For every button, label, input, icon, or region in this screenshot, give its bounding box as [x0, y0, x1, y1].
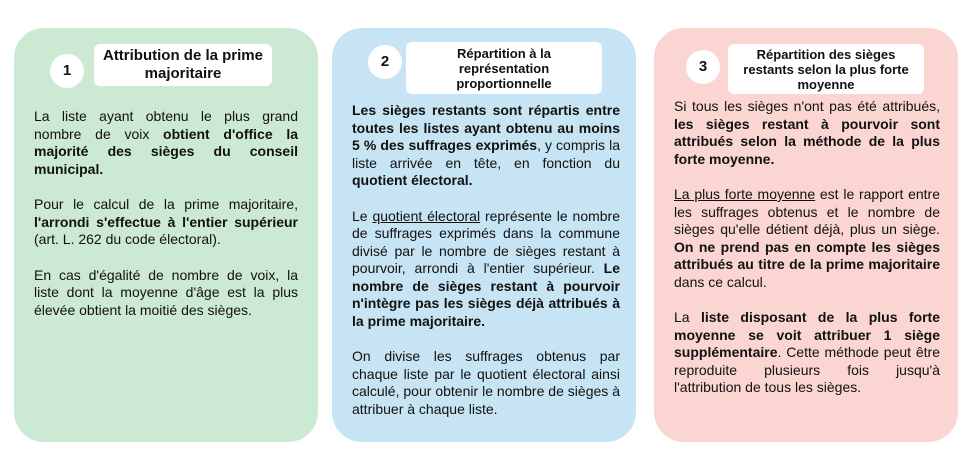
bold-text: liste disposant de la plus forte moyenne se voit attribuer 1 siège supplémentaire [674, 309, 941, 360]
step-title-line: Répartition à la [457, 45, 551, 61]
text-run: La [674, 309, 701, 325]
step-title-line: proportionnelle [456, 75, 552, 91]
step-paragraph [34, 108, 298, 178]
bold-text: On ne prend pas en compte les sièges attribués au titre de la prime majoritaire [674, 238, 940, 272]
step-title-line: restants selon la plus forte [743, 61, 909, 77]
bold-text: Le nombre de sièges restant à pourvoir n'intègre pas les sièges déjà attribués à la prime majoritaire. [352, 260, 620, 329]
text-run: En cas d'égalité de nombre de voix, la liste dont la moyenne d'âge est la plus élevée obtient la moitié des sièges. [34, 266, 298, 318]
underlined-term: La plus forte moyenne [674, 186, 816, 202]
bold-text: quotient électoral. [352, 172, 473, 188]
step-paragraph [352, 208, 620, 331]
step-paragraph [674, 309, 940, 397]
bold-text: l'arrondi s'effectue à l'entier supérieur [34, 213, 298, 230]
bold-text: les sièges restant à pourvoir sont attribués selon la méthode de la plus forte moyenne. [674, 115, 940, 167]
step-title [728, 44, 924, 94]
step-card-2 [332, 28, 636, 442]
underlined-term: quotient électoral [372, 207, 481, 224]
step-paragraph [674, 98, 940, 168]
step-title-line: majoritaire [144, 65, 222, 82]
bold-text: obtient d'office la majorité des sièges du conseil municipal. [34, 125, 298, 177]
step-description [34, 108, 298, 337]
step-paragraph [34, 196, 298, 249]
step-number-badge: 1 [50, 54, 84, 88]
step-title-line: Répartition des sièges [756, 46, 896, 62]
text-run: La liste ayant obtenu le plus grand nombre de voix [34, 108, 298, 142]
step-title-line: représentation [458, 60, 550, 76]
text-run: représente le nombre de suffrages exprimés dans la commune divisé par le nombre de sièges restant à pourvoir, arrondi à l'entier supérieur. [352, 207, 620, 276]
text-run: (art. L. 262 du code électoral). [34, 231, 221, 247]
step-title-line: moyenne [797, 76, 855, 92]
step-paragraph [674, 186, 940, 291]
text-run: , y compris la liste arrivée en tête, en fonction du [352, 137, 620, 171]
step-paragraph [352, 348, 620, 418]
text-run: Le [352, 207, 373, 224]
text-run: Si tous les sièges n'ont pas été attribués, [674, 98, 940, 114]
step-card-3 [654, 28, 958, 442]
step-description [352, 102, 620, 436]
step-paragraph [34, 267, 298, 320]
bold-text: Les sièges restants sont répartis entre toutes les listes ayant obtenu au moins 5 % des suffrages exprimés [352, 102, 620, 153]
text-run: est le rapport entre les suffrages obtenus et le nombre de sièges qu'elle détient déjà, plus un siège. [674, 186, 941, 237]
step-paragraph [352, 102, 620, 190]
step-number-badge: 3 [686, 50, 720, 84]
step-description [674, 98, 940, 415]
step-number-badge: 2 [368, 45, 402, 79]
step-title [94, 44, 272, 86]
text-run: . Cette méthode peut être reproduite plusieurs fois jusqu'à l'attribution de tous les sièges. [674, 344, 940, 395]
step-card-1 [14, 28, 318, 442]
text-run: Pour le calcul de la prime majoritaire, [34, 196, 298, 212]
text-run: dans ce calcul. [674, 273, 767, 290]
step-title-line: Attribution de la prime [102, 47, 263, 64]
step-title [406, 42, 602, 94]
text-run: On divise les suffrages obtenus par chaque liste par le quotient électoral ainsi calculé, pour obtenir le nombre de sièges à attribuer à chaque liste. [352, 348, 620, 417]
